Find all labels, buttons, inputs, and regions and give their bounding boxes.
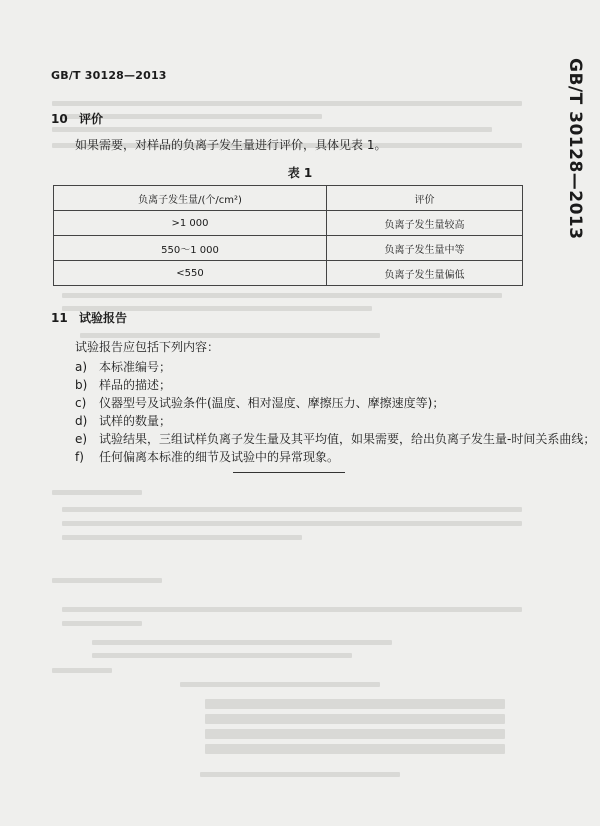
section-11-heading xyxy=(51,309,127,326)
list-item xyxy=(75,448,595,466)
section-number: 10 xyxy=(51,112,68,126)
table-cell: 负离子发生量中等 xyxy=(327,236,523,261)
list-item-text: 仪器型号及试验条件(温度、相对湿度、摩擦压力、摩擦速度等)； xyxy=(99,396,445,410)
table-header-cell: 负离子发生量/(个/cm²) xyxy=(54,186,327,211)
list-item-text: 任何偏离本标准的细节及试验中的异常现象。 xyxy=(99,450,340,464)
section-11-intro: 试验报告应包括下列内容： xyxy=(75,340,220,354)
section-title: 试验报告 xyxy=(79,311,128,325)
table-header-row xyxy=(54,186,523,211)
section-10-heading xyxy=(51,110,103,127)
list-item-label: f) xyxy=(75,450,84,464)
list-item xyxy=(75,412,595,430)
list-item-label: d) xyxy=(75,414,88,428)
list-item-label: b) xyxy=(75,378,88,392)
table-cell: >1 000 xyxy=(54,211,327,236)
list-item-label: a) xyxy=(75,360,88,374)
list-item-label: e) xyxy=(75,432,88,446)
list-item-label: c) xyxy=(75,396,87,410)
table-caption: 表 1 xyxy=(287,166,313,180)
list-item xyxy=(75,394,595,412)
list-item-text: 本标准编号； xyxy=(99,360,172,374)
evaluation-table xyxy=(53,185,523,286)
list-item xyxy=(75,358,595,376)
section-10-paragraph: 如果需要，对样品的负离子发生量进行评价，具体见表 1。 xyxy=(75,138,387,152)
standard-number: GB/T 30128—2013 xyxy=(51,69,167,82)
list-item xyxy=(75,376,595,394)
table-cell: <550 xyxy=(54,261,327,286)
table-row xyxy=(54,236,523,261)
table-cell: 550～1 000 xyxy=(54,236,327,261)
table-cell: 负离子发生量偏低 xyxy=(327,261,523,286)
table-row xyxy=(54,261,523,286)
table-cell: 负离子发生量较高 xyxy=(327,211,523,236)
table-row xyxy=(54,211,523,236)
report-items-list xyxy=(75,358,595,466)
list-item-text: 试样的数量； xyxy=(99,414,172,428)
table-header-cell: 评价 xyxy=(327,186,523,211)
end-of-standard-rule xyxy=(233,472,345,473)
standard-number-vertical: GB/T 30128—2013 xyxy=(565,58,585,240)
list-item-text: 样品的描述； xyxy=(99,378,172,392)
section-title: 评价 xyxy=(79,112,104,126)
section-number: 11 xyxy=(51,311,68,325)
list-item xyxy=(75,430,595,448)
list-item-text: 试验结果，三组试样负离子发生量及其平均值，如果需要，给出负离子发生量-时间关系曲线； xyxy=(99,432,596,446)
